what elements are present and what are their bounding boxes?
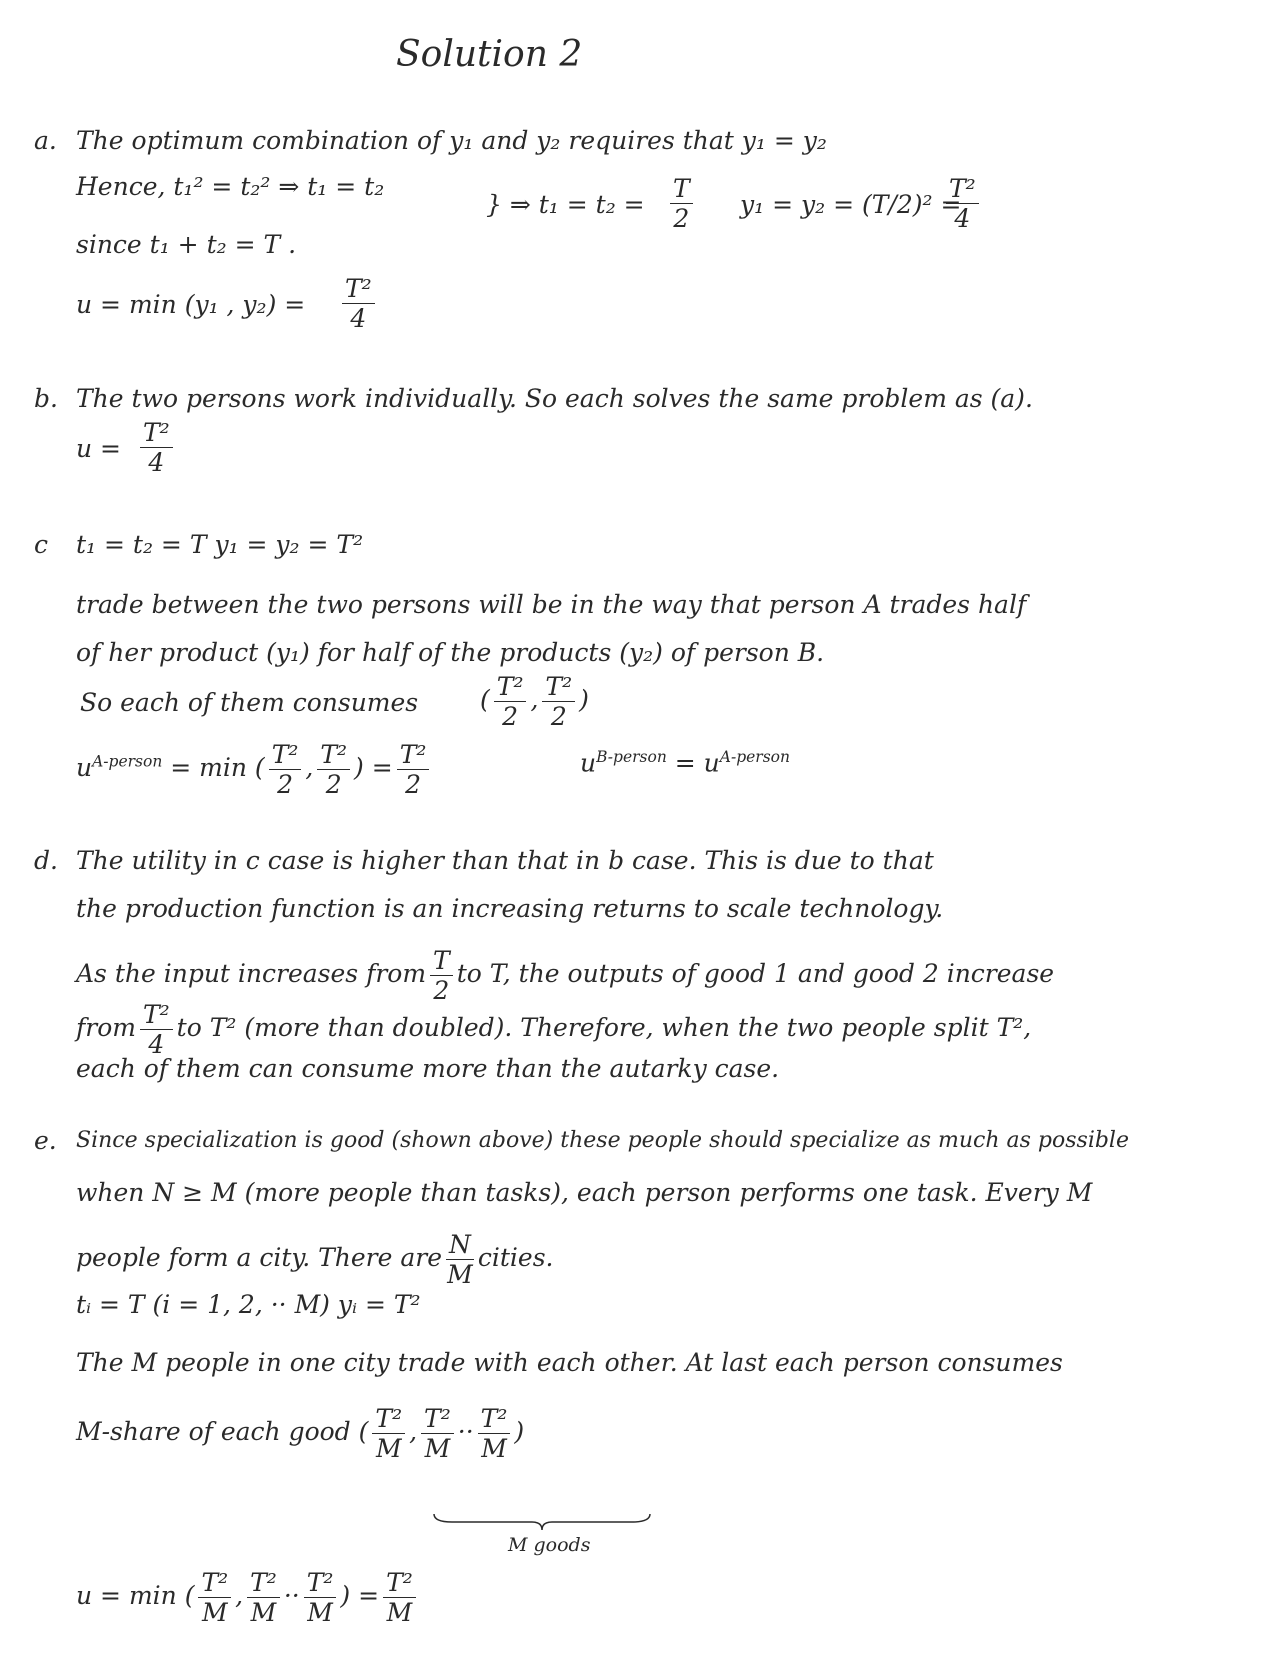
- part-d-line2: the production function is an increasing returns to scale technology.: [76, 894, 944, 923]
- part-b-label: b.: [34, 384, 58, 413]
- m-goods-brace: [432, 1512, 652, 1532]
- part-a-line2c: y₁ = y₂ = (T/2)² =: [740, 190, 962, 219]
- part-e-line2: when N ≥ M (more people than tasks), each person performs one task. Every M: [76, 1178, 1093, 1207]
- page-title: Solution 2: [396, 34, 583, 75]
- part-e-utility: u = min ( $\frac{\text{T²}}{M}$ , $\frac{\text{T²}}{M}$ ·· $\frac{\text{T²}}{M}$ ) = $\frac{\text{T²}}{M}$: [76, 1570, 420, 1625]
- part-c-label: c: [34, 530, 49, 559]
- part-d-line4: from $\frac{\text{T²}}{4}$ to T² (more than doubled). Therefore, when the two people split T²,: [76, 1000, 1032, 1059]
- part-d-line5: each of them can consume more than the autarky case.: [76, 1054, 780, 1083]
- part-a-line1: The optimum combination of y₁ and y₂ requires that y₁ = y₂: [76, 126, 827, 155]
- part-e-line5: The M people in one city trade with each other. At last each person consumes: [76, 1348, 1063, 1377]
- part-c-line2: trade between the two persons will be in the way that person A trades half: [76, 590, 1027, 619]
- part-d-line1: The utility in c case is higher than that in b case. This is due to that: [76, 846, 934, 875]
- part-c-line4: So each of them consumes: [80, 688, 419, 717]
- part-a-utility-fraction: $\frac{\text{T²}}{4}$: [338, 276, 379, 331]
- part-c-utility-a: $u^{A-person} = \min$ ( $\frac{\text{T²}}{2}$ , $\frac{\text{T²}}{2}$ ) = $\frac{\text{T²}}{2}$: [76, 742, 433, 797]
- part-e-line1: Since specialization is good (shown above) these people should specialize as much as possible: [76, 1128, 1129, 1153]
- part-b-line2: u =: [76, 434, 121, 463]
- part-a-fraction-t-half: $\frac{T}{2}$: [666, 176, 697, 231]
- part-a-line3: since t₁ + t₂ = T .: [76, 230, 297, 259]
- part-a-fraction-t2-4: $\frac{\text{T²}}{4}$: [942, 176, 983, 231]
- part-c-consumption-bundle: ( $\frac{\text{T²}}{2}$ , $\frac{\text{T²}}{2}$ ): [480, 672, 589, 731]
- part-a-line2b: } ⇒ t₁ = t₂ =: [486, 190, 645, 219]
- part-e-label: e.: [34, 1126, 57, 1155]
- part-c-line3: of her product (y₁) for half of the products (y₂) of person B.: [76, 638, 825, 667]
- part-a-label: a.: [34, 126, 57, 155]
- part-e-line3: people form a city. There are $\frac{N}{M}$ cities.: [76, 1230, 554, 1289]
- part-c-utility-b: $u^{B-person} = u^{A-person}$: [580, 748, 790, 778]
- part-e-line6: M-share of each good ( $\frac{\text{T²}}{M}$ , $\frac{\text{T²}}{M}$ ·· $\frac{\text{T²}}{M}$ ): [76, 1404, 525, 1463]
- m-goods-label: M goods: [508, 1534, 591, 1556]
- part-a-line4: u = min (y₁ , y₂) =: [76, 290, 306, 319]
- part-b-line1: The two persons work individually. So each solves the same problem as (a).: [76, 384, 1033, 413]
- part-b-utility-fraction: $\frac{\text{T²}}{4}$: [136, 420, 177, 475]
- part-d-label: d.: [34, 846, 58, 875]
- part-c-line1: t₁ = t₂ = T y₁ = y₂ = T²: [76, 530, 364, 559]
- part-e-line4: tᵢ = T (i = 1, 2, ·· M) yᵢ = T²: [76, 1290, 421, 1319]
- part-a-line2a: Hence, t₁² = t₂² ⇒ t₁ = t₂: [76, 172, 385, 201]
- part-d-line3: As the input increases from $\frac{T}{2}$ to T, the outputs of good 1 and good 2 increase: [76, 946, 1055, 1005]
